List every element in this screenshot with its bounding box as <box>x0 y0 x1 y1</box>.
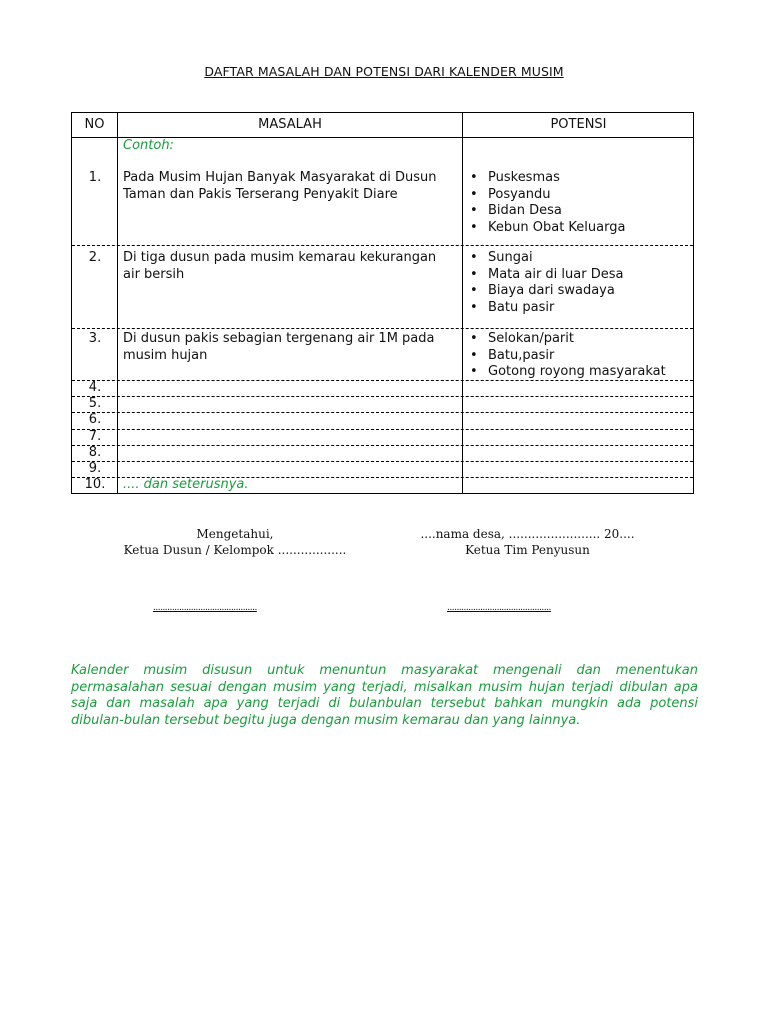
left-signature-line: ............................................ <box>153 603 257 613</box>
row-number: 3. <box>88 331 102 346</box>
potential-item: • Sungai <box>470 250 533 265</box>
document-title: DAFTAR MASALAH DAN POTENSI DARI KALENDER MUSIM <box>204 64 564 79</box>
row-divider <box>72 412 693 413</box>
row-divider <box>72 445 693 446</box>
potential-item: • Mata air di luar Desa <box>470 266 624 282</box>
row-number: 1. <box>88 170 102 185</box>
row-divider <box>72 245 693 246</box>
row-number: 6. <box>88 412 102 427</box>
row-divider <box>72 380 693 381</box>
left-signature-block <box>120 526 350 558</box>
row-number: 9. <box>88 461 102 476</box>
row-number: 10. <box>84 477 106 492</box>
row-divider <box>72 429 693 430</box>
explanatory-note: Kalender musim disusun untuk menuntun masyarakat mengenali dan menentukan permasalahan sesuai dengan musim yang terjadi, misalkan musim hujan terjadi dibulan apa saja dan masalah apa yang terjadi di bulanbulan tersebut bahkan mungkin ada potensi dibulan-bulan tersebut begitu juga dengan musim kemarau dan yang lainnya. <box>71 663 698 728</box>
problem-potential-table <box>71 112 694 494</box>
problem-line: Di dusun pakis sebagian tergenang air 1M pada <box>123 331 435 346</box>
potential-item: • Puskesmas <box>470 170 560 185</box>
row-divider <box>72 396 693 397</box>
etc-text: .... dan seterusnya. <box>123 477 249 492</box>
problem-text <box>123 170 437 203</box>
header-masalah: MASALAH <box>258 117 322 132</box>
potential-item: • Bidan Desa <box>470 203 562 218</box>
potential-item: • Gotong royong masyarakat <box>470 364 666 379</box>
problem-line: musim hujan <box>123 347 208 363</box>
problem-line: air bersih <box>123 266 185 282</box>
header-no: NO <box>84 117 105 132</box>
potential-item: • Kebun Obat Keluarga <box>470 219 626 235</box>
potential-item: • Batu pasir <box>470 299 555 315</box>
problem-line: Di tiga dusun pada musim kemarau kekurangan <box>123 250 437 265</box>
potential-item: • Batu,pasir <box>470 347 555 363</box>
row-number: 8. <box>88 445 102 460</box>
problem-text <box>123 331 435 364</box>
problem-text <box>123 250 436 283</box>
potential-item: • Posyandu <box>470 186 551 202</box>
problem-line: Taman dan Pakis Terserang Penyakit Diare <box>123 186 398 202</box>
problem-line: Pada Musim Hujan Banyak Masyarakat di Dusun <box>123 170 437 185</box>
potential-item: • Biaya dari swadaya <box>470 283 615 298</box>
row-number: 4. <box>88 380 102 395</box>
header-potensi: POTENSI <box>550 117 607 132</box>
acknowledged-label: Mengetahui, <box>196 527 274 541</box>
head-of-hamlet-label: Ketua Dusun / Kelompok .................. <box>123 543 347 557</box>
right-signature-line: ............................................ <box>447 603 551 613</box>
team-head-label: Ketua Tim Penyusun <box>465 543 590 557</box>
potential-list <box>463 170 693 236</box>
row-divider <box>72 328 693 329</box>
potential-list <box>463 331 693 381</box>
example-label: Contoh: <box>123 138 174 153</box>
row-number: 5. <box>88 396 102 411</box>
right-signature-block <box>415 526 640 558</box>
potential-item: • Selokan/parit <box>470 331 574 346</box>
row-number: 7. <box>88 429 102 444</box>
row-divider <box>72 461 693 462</box>
potential-list <box>463 250 693 316</box>
row-number: 2. <box>88 250 102 265</box>
village-date-label: ....nama desa, ........................ 20.... <box>420 527 635 541</box>
